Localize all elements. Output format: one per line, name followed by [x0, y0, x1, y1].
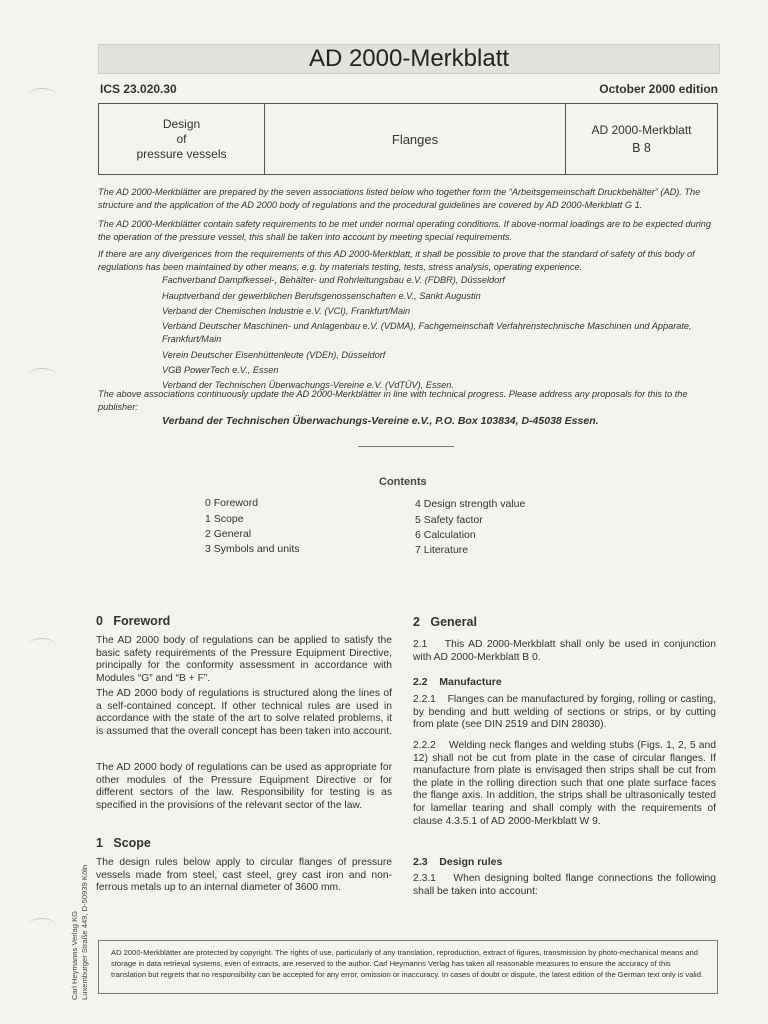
toc-item: 5 Safety factor: [415, 514, 483, 526]
section-title-general: 2 General: [413, 615, 477, 629]
subsection-title-design-rules: 2.3 Design rules: [413, 856, 503, 868]
page-title: AD 2000-Merkblatt: [98, 44, 720, 74]
general-paragraph: 2.2.1 Flanges can be manufactured by forging, rolling or casting, by bending and butt welding of sections or strips, or by cutting from plate (see DIN 2519 and DIN 28030).: [413, 694, 719, 731]
toc-item: 2 General: [205, 528, 252, 540]
header-category-line: of: [176, 131, 187, 146]
association-item: Hauptverband der gewerblichen Berufsgenossenschaften e.V., Sankt Augustin: [162, 291, 481, 301]
intro-paragraph: If there are any divergences from the requirements of this AD 2000-Merkblatt, it shall be possible to prove that the standard of safety of this body of regulations has been maintained by other means, e.g. by materials testing, tests, stress analysis, operating experience.: [98, 249, 695, 272]
header-category: [99, 104, 264, 174]
intro-paragraph: The AD 2000-Merkblätter contain safety requirements to be met under normal operating conditions. If above-normal loadings are to be expected during the operation of the pressure vessel, this shall be taken into account by meeting special requirements.: [98, 219, 712, 242]
association-item: Verband Deutscher Maschinen- und Anlagenbau e.V. (VDMA), Fachgemeinschaft Verfahrenstechnische Maschinen und Apparate, Frankfurt/Main: [162, 321, 692, 344]
header-table: [98, 103, 718, 175]
punch-hole-mark: [28, 88, 56, 103]
general-paragraph: 2.1 This AD 2000-Merkblatt shall only be used in conjunction with AD 2000-Merkblatt B 0.: [413, 639, 719, 663]
intro-paragraph: The above associations continuously update the AD 2000-Merkblätter in line with technical progress. Please address any proposals for this to the publisher:: [98, 389, 688, 412]
subsection-title-manufacture: 2.2 Manufacture: [413, 676, 502, 688]
publisher-address: Verband der Technischen Überwachungs-Vereine e.V., P.O. Box 103834, D-45038 Essen.: [162, 415, 599, 427]
section-title-scope: 1 Scope: [96, 836, 151, 850]
toc-item: 6 Calculation: [415, 529, 476, 541]
punch-hole-mark: [28, 638, 56, 653]
header-doc-number: B 8: [632, 140, 651, 155]
foreword-paragraph: The AD 2000 body of regulations can be applied to satisfy the basic safety requirements of the Pressure Equipment Directive, principally for the conformity assessment in accordance with Modules “G” and “B + F”.: [96, 635, 392, 684]
header-subject: Flanges: [264, 104, 565, 174]
association-item: Fachverband Dampfkessel-, Behälter- und Rohrleitungsbau e.V. (FDBR), Düsseldorf: [162, 275, 505, 285]
punch-hole-mark: [28, 368, 56, 383]
foreword-paragraph: The AD 2000 body of regulations is structured along the lines of a self-contained concept. If other technical rules are used in accordance with the state of the art to solve related problems, it is assumed that the overall concept has been taken into account.: [96, 688, 392, 737]
scope-paragraph: The design rules below apply to circular flanges of pressure vessels made from steel, cast steel, grey cast iron and non-ferrous metals up to an internal diameter of 3600 mm.: [96, 857, 392, 894]
header-doc-name: AD 2000-Merkblatt: [591, 122, 692, 137]
toc-item: 0 Foreword: [205, 497, 259, 509]
copyright-notice: AD 2000-Merkblätter are protected by copyright. The rights of use, particularly of any translation, reproduction, extract of figures, transmission by photo-mechanical means and storage in data retrieval systems, even of extracts, are reserved to the author. Carl Heymanns Verlag has taken all reasonable measures to ensure the accuracy of this translation but regrets that no responsibility can be accepted for any error, omission or inaccuracy. In cases of doubt or dispute, the latest edition of the German text only is valid.: [98, 940, 718, 994]
association-item: VGB PowerTech e.V., Essen: [162, 365, 279, 375]
header-category-line: pressure vessels: [136, 146, 227, 161]
contents-heading: Contents: [379, 476, 427, 488]
toc-item: 4 Design strength value: [415, 498, 526, 510]
foreword-paragraph: The AD 2000 body of regulations can be used as appropriate for other modules of the Pressure Equipment Directive or for different sectors of the law. Responsibility for testing is as specified in the provisions of the relevant sector of the law.: [96, 762, 392, 811]
toc-item: 3 Symbols and units: [205, 543, 300, 555]
general-paragraph: 2.3.1 When designing bolted flange connections the following shall be taken into account:: [413, 873, 719, 897]
general-paragraph: 2.2.2 Welding neck flanges and welding stubs (Figs. 1, 2, 5 and 12) shall not be cut from plate in the case of circular flanges. If manufacture from plate is envisaged then strips shall be cut from the plate in the rolling direction such that one plate surface faces the flange axis. In addition, the strips shall be ultrasonically tested for lamellar tearing and shall comply with the requirements of clause 4.3.5.1 of AD 2000-Merkblatt W 9.: [413, 740, 719, 827]
section-title-foreword: 0 Foreword: [96, 614, 171, 628]
header-document-id: [565, 104, 717, 174]
publisher-imprint-line: Luxemburger Straße 449, D-50939 Köln: [80, 864, 89, 1000]
publisher-imprint-line: Carl Heymanns Verlag KG: [70, 910, 79, 1000]
ics-code: ICS 23.020.30: [100, 82, 177, 96]
toc-item: 7 Literature: [415, 544, 469, 556]
publisher-imprint: [70, 865, 90, 1000]
divider: [358, 446, 454, 447]
toc-item: 1 Scope: [205, 513, 244, 525]
association-item: Verband der Chemischen Industrie e.V. (VCI), Frankfurt/Main: [162, 306, 411, 316]
intro-paragraph: The AD 2000-Merkblätter are prepared by the seven associations listed below who together form the “Arbeitsgemeinschaft Druckbehälter” (AD). The structure and the application of the AD 2000 body of regulations and the procedural guidelines are covered by AD 2000-Merkblatt G 1.: [98, 187, 701, 210]
header-category-line: Design: [162, 116, 201, 131]
punch-hole-mark: [28, 918, 56, 933]
association-item: Verein Deutscher Eisenhüttenleute (VDEh), Düsseldorf: [162, 350, 386, 360]
edition-label: October 2000 edition: [599, 82, 718, 96]
association-item: Verband der Technischen Überwachungs-Vereine e.V. (VdTÜV), Essen.: [162, 380, 454, 390]
